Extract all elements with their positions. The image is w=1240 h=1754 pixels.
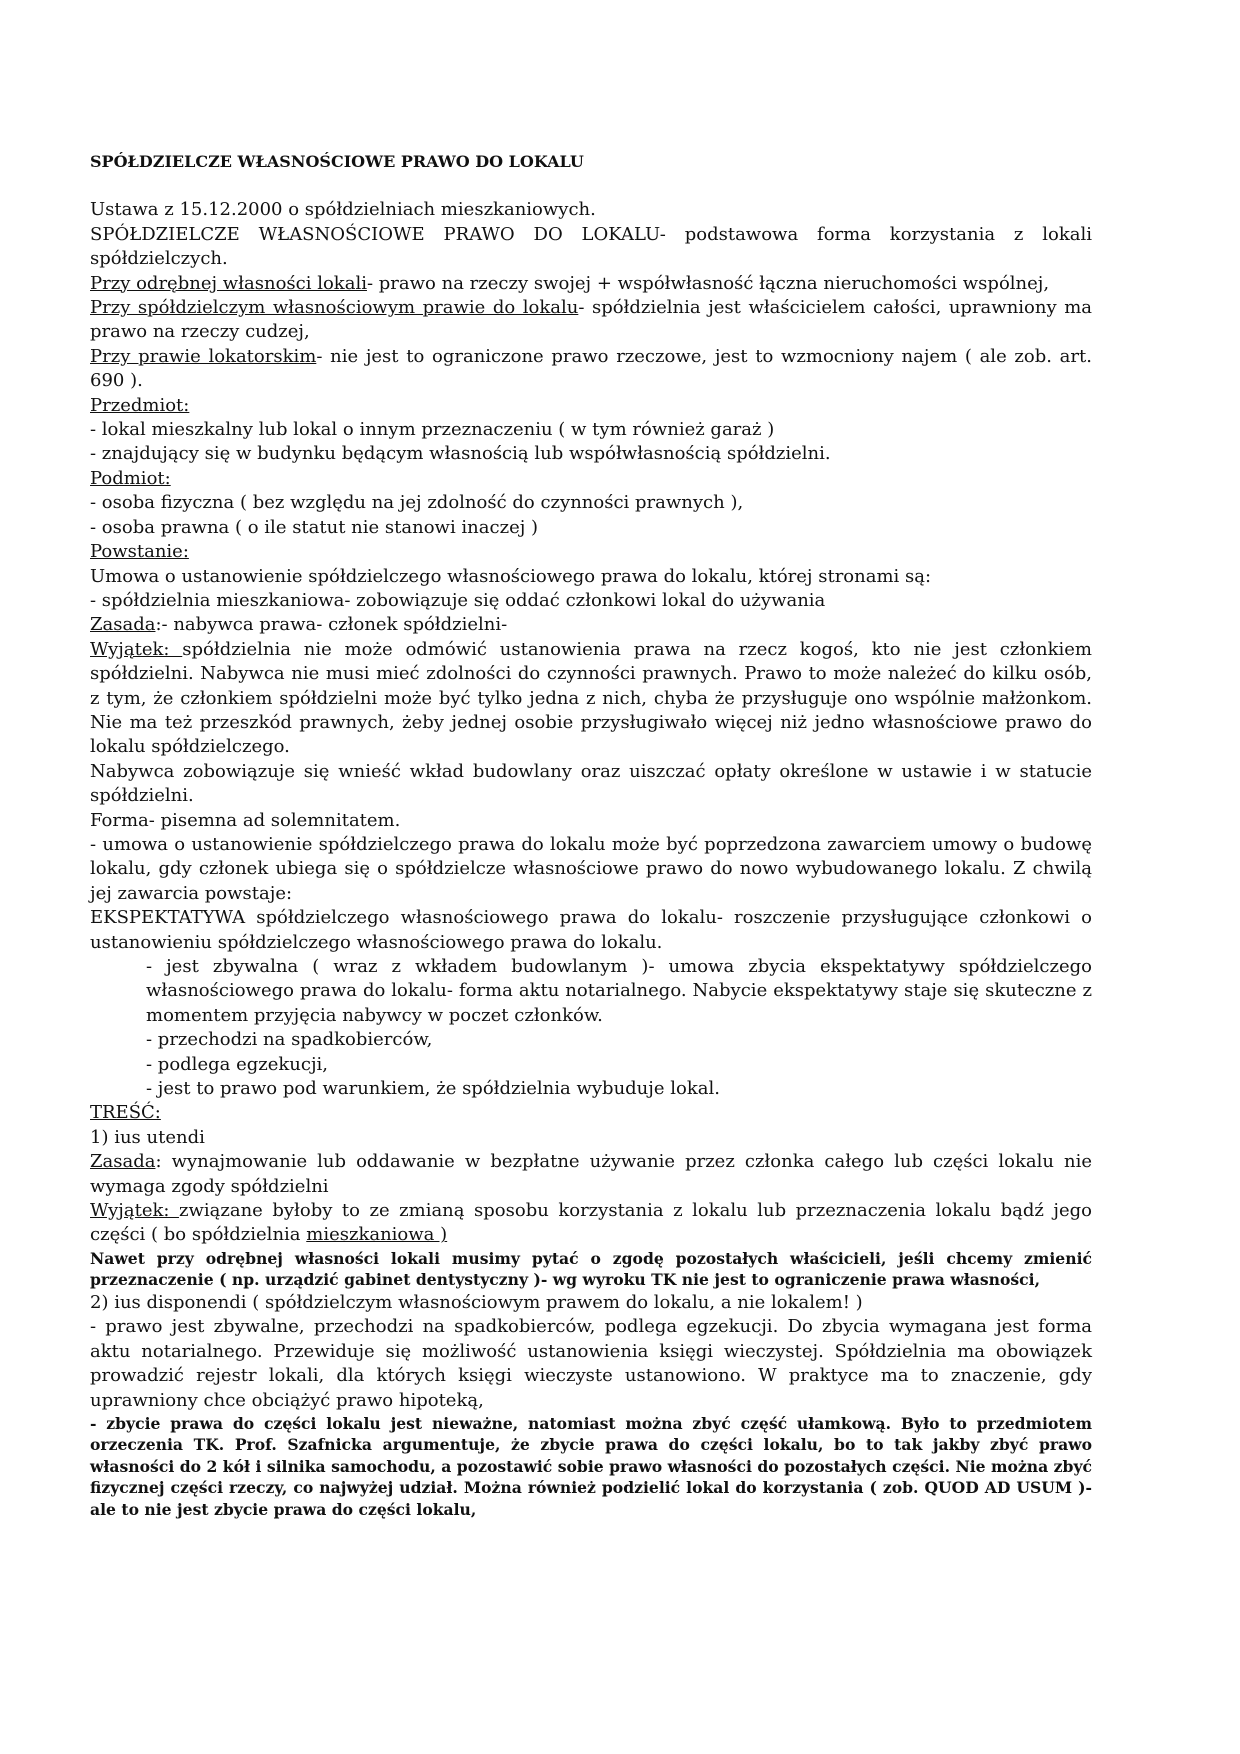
underlined-term: Zasada	[90, 1151, 156, 1173]
paragraph: Przy odrębnej własności lokali- prawo na rzeczy swojej + współwłasność łączna nieruchomości wspólnej,	[90, 272, 1050, 294]
document-title: SPÓŁDZIELCZE WŁASNOŚCIOWE PRAWO DO LOKALU	[90, 152, 584, 171]
underlined-term: mieszkaniowa )	[306, 1224, 448, 1246]
paragraph: SPÓŁDZIELCZE WŁASNOŚCIOWE PRAWO DO LOKALU- podstawowa forma korzystania z lokali spółdzielczych.	[90, 223, 1092, 270]
paragraph: 1) ius utendi	[90, 1126, 205, 1148]
bold-paragraph: - zbycie prawa do części lokalu jest nieważne, natomiast można zbyć część ułamkową. Było to przedmiotem orzeczenia TK. Prof. Szafnicka argumentuje, że zbycie prawa do części lokalu, bo to tak jakby zbyć prawo własności do 2 kół i silnika samochodu, a pozostawić sobie prawo własności do pozostałych części. Nie można zbyć fizycznej części rzeczy, co najwyżej udział. Można również podzielić lokal do korzystania ( zob. QUOD AD USUM )- ale to nie jest zbycie prawa do części lokalu,	[90, 1413, 1092, 1519]
paragraph: Nabywca zobowiązuje się wnieść wkład budowlany oraz uiszczać opłaty określone w ustawie i w statucie spółdzielni.	[90, 760, 1092, 807]
section-heading: Podmiot:	[90, 467, 171, 489]
paragraph: Ustawa z 15.12.2000 o spółdzielniach mieszkaniowych.	[90, 199, 596, 221]
paragraph: Zasada:- nabywca prawa- członek spółdzielni-	[90, 614, 508, 636]
list-item: - osoba fizyczna ( bez względu na jej zdolność do czynności prawnych ),	[90, 492, 744, 514]
paragraph: Wyjątek: związane byłoby to ze zmianą sposobu korzystania z lokalu lub przeznaczenia lokalu bądź jego części ( bo spółdzielnia mieszkaniowa )	[90, 1200, 1092, 1246]
underlined-term: Przy prawie lokatorskim	[90, 345, 317, 367]
underlined-term: Przy odrębnej własności lokali	[90, 272, 367, 294]
underlined-term: Przy spółdzielczym własnościowym prawie do lokalu	[90, 297, 579, 319]
paragraph: - prawo jest zbywalne, przechodzi na spadkobierców, podlega egzekucji. Do zbycia wymagana jest forma aktu notarialnego. Przewiduje się możliwość ustanowienia księgi wieczystej. Spółdzielnia ma obowiązek prowadzić rejestr lokali, dla których księgi wieczyste ustanowiono. W praktyce ma to znaczenie, gdy uprawniony chce obciążyć prawo hipoteką,	[90, 1316, 1092, 1411]
section-heading: Powstanie:	[90, 541, 189, 563]
list-item: - lokal mieszkalny lub lokal o innym przeznaczeniu ( w tym również garaż )	[90, 419, 775, 441]
paragraph: - umowa o ustanowienie spółdzielczego prawa do lokalu może być poprzedzona zawarciem umowy o budowę lokalu, gdy członek ubiega się o spółdzielcze własnościowe prawo do nowo wybudowanego lokalu. Z chwilą jej zawarcia powstaje:	[90, 833, 1092, 904]
list-item: - podlega egzekucji,	[146, 1053, 329, 1075]
list-item: - spółdzielnia mieszkaniowa- zobowiązuje się oddać członkowi lokal do używania	[90, 589, 826, 611]
bold-paragraph: Nawet przy odrębnej własności lokali musimy pytać o zgodę pozostałych właścicieli, jeśli chcemy zmienić przeznaczenie ( np. urządzić gabinet dentystyczny )- wg wyroku TK nie jest to ograniczenie prawa własności,	[90, 1248, 1092, 1290]
underlined-term: Wyjątek:	[90, 1200, 179, 1222]
paragraph: Zasada: wynajmowanie lub oddawanie w bezpłatne używanie przez członka całego lub części lokalu nie wymaga zgody spółdzielni	[90, 1151, 1092, 1197]
document-page	[90, 150, 1092, 1520]
paragraph: EKSPEKTATYWA spółdzielczego własnościowego prawa do lokalu- roszczenie przysługujące członkowi o ustanowieniu spółdzielczego własnościowego prawa do lokalu.	[90, 907, 1092, 953]
paragraph: Forma- pisemna ad solemnitatem.	[90, 809, 401, 831]
list-item: - przechodzi na spadkobierców,	[146, 1029, 433, 1051]
section-heading: Przedmiot:	[90, 394, 190, 416]
section-heading: TREŚĆ:	[90, 1102, 161, 1124]
paragraph: Przy spółdzielczym własnościowym prawie do lokalu- spółdzielnia jest właścicielem całości, uprawniony ma prawo na rzeczy cudzej,	[90, 297, 1092, 343]
underlined-term: Zasada	[90, 614, 156, 636]
list-item: - osoba prawna ( o ile statut nie stanowi inaczej )	[90, 516, 539, 538]
paragraph: Umowa o ustanowienie spółdzielczego własnościowego prawa do lokalu, której stronami są:	[90, 565, 932, 587]
paragraph: 2) ius disponendi ( spółdzielczym własnościowym prawem do lokalu, a nie lokalem! )	[90, 1291, 863, 1313]
paragraph: Przy prawie lokatorskim- nie jest to ograniczone prawo rzeczowe, jest to wzmocniony najem ( ale zob. art. 690 ).	[90, 345, 1092, 392]
list-item: - jest to prawo pod warunkiem, że spółdzielnia wybuduje lokal.	[146, 1078, 720, 1100]
list-item: - znajdujący się w budynku będącym własnością lub współwłasnością spółdzielni.	[90, 443, 831, 465]
paragraph: Wyjątek: spółdzielnia nie może odmówić ustanowienia prawa na rzecz kogoś, kto nie jest członkiem spółdzielni. Nabywca nie musi mieć zdolności do czynności prawnych. Prawo to może należeć do kilku osób, z tym, że członkiem spółdzielni może być tylko jedna z nich, chyba że przysługuje ono wspólnie małżonkom. Nie ma też przeszkód prawnych, żeby jednej osobie przysługiwało więcej niż jedno własnościowe prawo do lokalu spółdzielczego.	[90, 638, 1092, 758]
list-item: - jest zbywalna ( wraz z wkładem budowlanym )- umowa zbycia ekspektatywy spółdzielczego własnościowego prawa do lokalu- forma aktu notarialnego. Nabycie ekspektatywy staje się skuteczne z momentem przyjęcia nabywcy w poczet członków.	[146, 956, 1092, 1026]
underlined-term: Wyjątek:	[90, 638, 183, 660]
